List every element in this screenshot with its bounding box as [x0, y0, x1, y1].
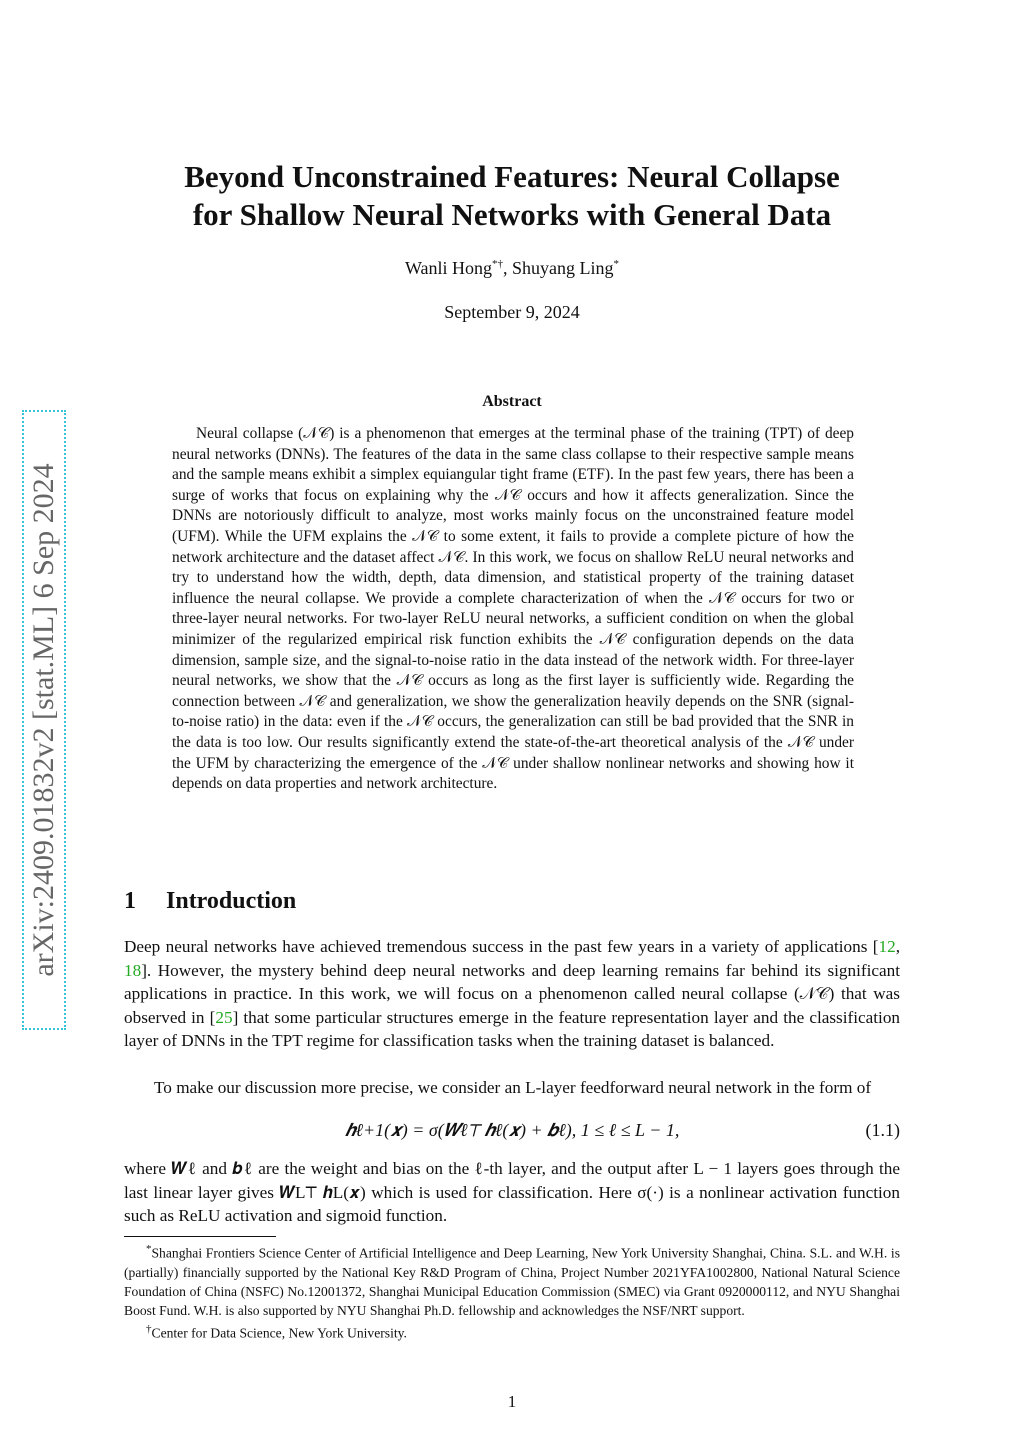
author-2-marks: *	[613, 258, 620, 270]
intro-p1-part-a: Deep neural networks have achieved tremendous success in the past few years in a variety of applications [	[124, 937, 879, 956]
footnote-1	[124, 1240, 900, 1320]
title-line-1: Beyond Unconstrained Features: Neural Collapse	[184, 159, 840, 194]
footnote-1-text: Shanghai Frontiers Science Center of Artificial Intelligence and Deep Learning, New York University Shanghai, China. S.L. and W.H. is (partially) financially supported by the National Key R&D Program of China, Project Number 2021YFA1002800, National Natural Science Foundation of China (NSFC) No.12001372, Shanghai Municipal Education Commission (SMEC) via Grant 0920000112, and NYU Shanghai Boost Fund. W.H. is also supported by NYU Shanghai Ph.D. fellowship and acknowledges the NSF/NRT support.	[124, 1245, 900, 1318]
citation-link-25[interactable]: 25	[215, 1007, 233, 1027]
abstract-text: Neural collapse (𝒩𝒞) is a phenomenon that emerges at the terminal phase of the training (TPT) of deep neural networks (DNNs). The features of the data in the same class collapse to their respective sample means and the sample means exhibit a simplex equiangular tight frame (ETF). In the past few years, there has been a surge of works that focus on explaining why the 𝒩𝒞 occurs and how it affects generalization. Since the DNNs are notoriously difficult to analyze, most works mainly focus on the unconstrained feature model (UFM). While the UFM explains the 𝒩𝒞 to some extent, it fails to provide a complete picture of how the network architecture and the dataset affect 𝒩𝒞. In this work, we focus on shallow ReLU neural networks and try to understand how the width, depth, data dimension, and statistical property of the training dataset influence the neural collapse. We provide a complete characterization of when the 𝒩𝒞 occurs for two or three-layer neural networks. For two-layer ReLU neural networks, a sufficient condition on when the global minimizer of the regularized empirical risk function exhibits the 𝒩𝒞 configuration depends on the data dimension, sample size, and the signal-to-noise ratio in the data instead of the network width. For three-layer neural networks, we show that the 𝒩𝒞 occurs as long as the first layer is sufficiently wide. Regarding the connection between 𝒩𝒞 and generalization, we show the generalization heavily depends on the SNR (signal-to-noise ratio) in the data: even if the 𝒩𝒞 occurs, the generalization can still be bad provided that the SNR in the data is too low. Our results significantly extend the state-of-the-art theoretical analysis of the 𝒩𝒞 under the UFM by characterizing the emergence of the 𝒩𝒞 under shallow nonlinear networks and showing how it depends on data properties and network architecture.	[172, 425, 854, 793]
intro-p1-part-c: ]. However, the mystery behind deep neural networks and deep learning remains far behind its significant applications in practice. In this work, we will focus on a phenomenon called neural collapse (𝒩𝒞) that was observed in [	[124, 960, 900, 1027]
section-heading	[124, 888, 296, 915]
citation-link-12[interactable]: 12	[878, 937, 896, 956]
arxiv-identifier[interactable]: arXiv:2409.01832v2 [stat.ML] 6 Sep 2024	[27, 463, 60, 977]
section-title: Introduction	[166, 888, 297, 914]
footnote-2-text: Center for Data Science, New York University.	[151, 1325, 407, 1341]
author-1: Wanli Hong	[404, 258, 493, 278]
footnote-2	[124, 1320, 900, 1343]
footnote-1-mark: *	[146, 1243, 152, 1255]
footnote-2-mark: †	[146, 1322, 152, 1335]
author-1-marks: *†	[492, 258, 504, 270]
author-list	[0, 258, 1024, 279]
equation-number: (1.1)	[865, 1120, 900, 1140]
section-number: 1	[124, 888, 136, 914]
author-separator: ,	[503, 258, 513, 278]
intro-paragraph-2: To make our discussion more precise, we consider an L-layer feedforward neural network in the form of	[154, 1078, 872, 1097]
intro-paragraph-1	[124, 935, 900, 1053]
intro-paragraph-3: where 𝑾ℓ and 𝒃ℓ are the weight and bias on the ℓ-th layer, and the output after L − 1 layers goes through the last linear layer gives 𝑾L⊤ 𝒉L(𝒙) which is used for classification. Here σ(·) is a nonlinear activation function such as ReLU activation and sigmoid function.	[124, 1159, 900, 1226]
abstract-heading: Abstract	[482, 393, 542, 410]
paper-date: September 9, 2024	[444, 302, 580, 322]
intro-p1-part-d: ] that some particular structures emerge in the feature representation layer and the classification layer of DNNs in the TPT regime for classification tasks when the training dataset is balanced.	[124, 1007, 901, 1051]
paper-title	[0, 158, 1024, 234]
equation-1-1	[124, 1120, 900, 1148]
citation-link-18[interactable]: 18	[124, 960, 142, 980]
title-line-2: for Shallow Neural Networks with General Data	[192, 197, 832, 232]
intro-p1-part-b: ,	[895, 937, 900, 956]
footnote-divider	[124, 1236, 276, 1237]
equation-body: 𝒉ℓ+1(𝒙) = σ(𝑾ℓ⊤ 𝒉ℓ(𝒙) + 𝒃ℓ), 1 ≤ ℓ ≤ L − 1,	[344, 1120, 680, 1140]
page-number: 1	[507, 1392, 517, 1411]
footnotes	[124, 1240, 900, 1342]
author-2: Shuyang Ling	[512, 258, 614, 278]
